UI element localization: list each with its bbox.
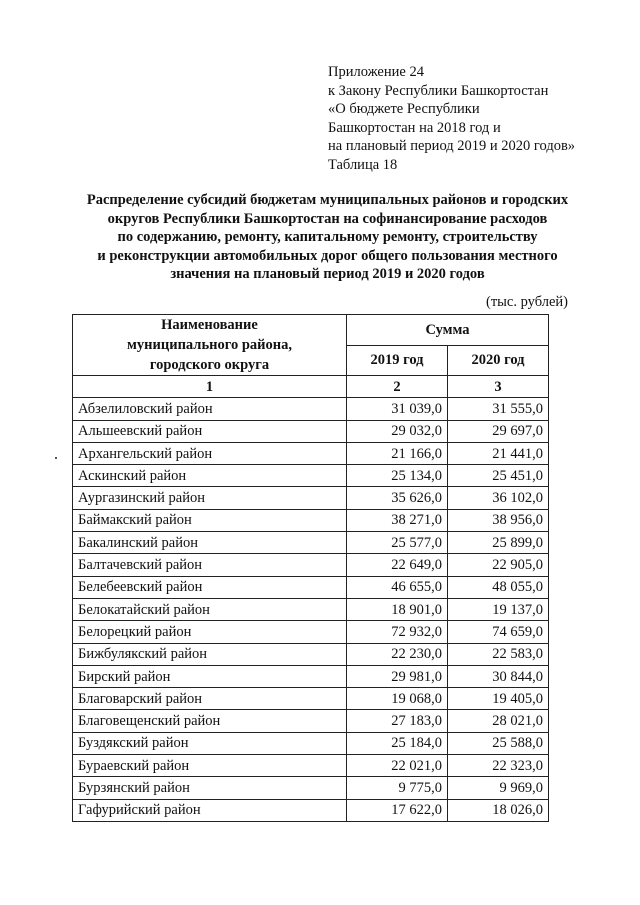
district-name: Балтачевский район [73, 554, 347, 576]
amount-2020: 21 441,0 [448, 442, 549, 464]
table-row [73, 665, 549, 687]
subsidy-table [72, 314, 549, 822]
amount-2019: 9 775,0 [347, 777, 448, 799]
amount-2019: 22 021,0 [347, 755, 448, 777]
table-row [73, 532, 549, 554]
amount-2019: 22 649,0 [347, 554, 448, 576]
table-row [73, 755, 549, 777]
amount-2019: 17 622,0 [347, 799, 448, 821]
document-title [40, 191, 615, 284]
table-number: Таблица 18 [328, 156, 398, 173]
amount-2020: 38 956,0 [448, 509, 549, 531]
district-name: Бураевский район [73, 755, 347, 777]
amount-2020: 19 137,0 [448, 598, 549, 620]
table-row [73, 487, 549, 509]
table-row [73, 732, 549, 754]
table-row [73, 799, 549, 821]
title-line: по содержанию, ремонту, капитальному ремонту, строительству [117, 229, 538, 246]
amount-2020: 25 899,0 [448, 532, 549, 554]
district-name: Благовещенский район [73, 710, 347, 732]
title-line: и реконструкции автомобильных дорог общего пользования местного [97, 247, 558, 264]
amount-2020: 19 405,0 [448, 688, 549, 710]
amount-2019: 29 032,0 [347, 420, 448, 442]
table-row [73, 509, 549, 531]
amount-2020: 28 021,0 [448, 710, 549, 732]
amount-2020: 48 055,0 [448, 576, 549, 598]
amount-2020: 18 026,0 [448, 799, 549, 821]
table-row [73, 398, 549, 420]
amount-2019: 27 183,0 [347, 710, 448, 732]
appendix-line: «О бюджете Республики [328, 101, 480, 118]
amount-2019: 46 655,0 [347, 576, 448, 598]
header-name: Наименование муниципального района, городского округа [73, 315, 347, 376]
district-name: Бакалинский район [73, 532, 347, 554]
header-2019: 2019 год [347, 345, 448, 376]
appendix-line: Башкортостан на 2018 год и [328, 119, 501, 136]
appendix-reference [328, 63, 575, 175]
amount-2020: 22 583,0 [448, 643, 549, 665]
amount-2019: 31 039,0 [347, 398, 448, 420]
column-number: 3 [448, 376, 549, 398]
amount-2019: 25 134,0 [347, 465, 448, 487]
district-name: Альшеевский район [73, 420, 347, 442]
amount-2020: 31 555,0 [448, 398, 549, 420]
column-number: 1 [73, 376, 347, 398]
appendix-line: Приложение 24 [328, 64, 424, 80]
table-row [73, 777, 549, 799]
amount-2020: 30 844,0 [448, 665, 549, 687]
units-label: (тыс. рублей) [486, 294, 568, 310]
table-row [73, 554, 549, 576]
table-row [73, 621, 549, 643]
appendix-line: к Закону Республики Башкортостан [328, 82, 549, 99]
district-name: Аскинский район [73, 465, 347, 487]
table-row [73, 420, 549, 442]
column-number: 2 [347, 376, 448, 398]
amount-2020: 22 905,0 [448, 554, 549, 576]
district-name: Аургазинский район [73, 487, 347, 509]
amount-2019: 25 184,0 [347, 732, 448, 754]
amount-2019: 22 230,0 [347, 643, 448, 665]
amount-2019: 29 981,0 [347, 665, 448, 687]
district-name: Буздякский район [73, 732, 347, 754]
amount-2019: 38 271,0 [347, 509, 448, 531]
district-name: Бирский район [73, 665, 347, 687]
amount-2020: 29 697,0 [448, 420, 549, 442]
table-row [73, 598, 549, 620]
header-2020: 2020 год [448, 345, 549, 376]
amount-2019: 72 932,0 [347, 621, 448, 643]
amount-2019: 19 068,0 [347, 688, 448, 710]
scan-speck [55, 457, 57, 459]
table-row [73, 643, 549, 665]
amount-2020: 9 969,0 [448, 777, 549, 799]
amount-2019: 25 577,0 [347, 532, 448, 554]
district-name: Белорецкий район [73, 621, 347, 643]
table-row [73, 465, 549, 487]
district-name: Баймакский район [73, 509, 347, 531]
district-name: Благоварский район [73, 688, 347, 710]
district-name: Абзелиловский район [73, 398, 347, 420]
amount-2019: 21 166,0 [347, 442, 448, 464]
amount-2020: 36 102,0 [448, 487, 549, 509]
title-line: значения на плановый период 2019 и 2020 годов [170, 266, 485, 283]
amount-2019: 18 901,0 [347, 598, 448, 620]
amount-2020: 74 659,0 [448, 621, 549, 643]
amount-2019: 35 626,0 [347, 487, 448, 509]
appendix-line: на плановый период 2019 и 2020 годов» [328, 138, 576, 155]
district-name: Белокатайский район [73, 598, 347, 620]
district-name: Бижбулякский район [73, 643, 347, 665]
amount-2020: 22 323,0 [448, 755, 549, 777]
district-name: Гафурийский район [73, 799, 347, 821]
district-name: Бурзянский район [73, 777, 347, 799]
amount-2020: 25 588,0 [448, 732, 549, 754]
table-row [73, 442, 549, 464]
header-sum: Сумма [347, 315, 549, 346]
table-row [73, 688, 549, 710]
table-row [73, 576, 549, 598]
title-line: округов Республики Башкортостан на софинансирование расходов [107, 210, 548, 227]
district-name: Архангельский район [73, 442, 347, 464]
table-row [73, 710, 549, 732]
district-name: Белебеевский район [73, 576, 347, 598]
amount-2020: 25 451,0 [448, 465, 549, 487]
title-line: Распределение субсидий бюджетам муниципальных районов и городских [86, 192, 569, 208]
